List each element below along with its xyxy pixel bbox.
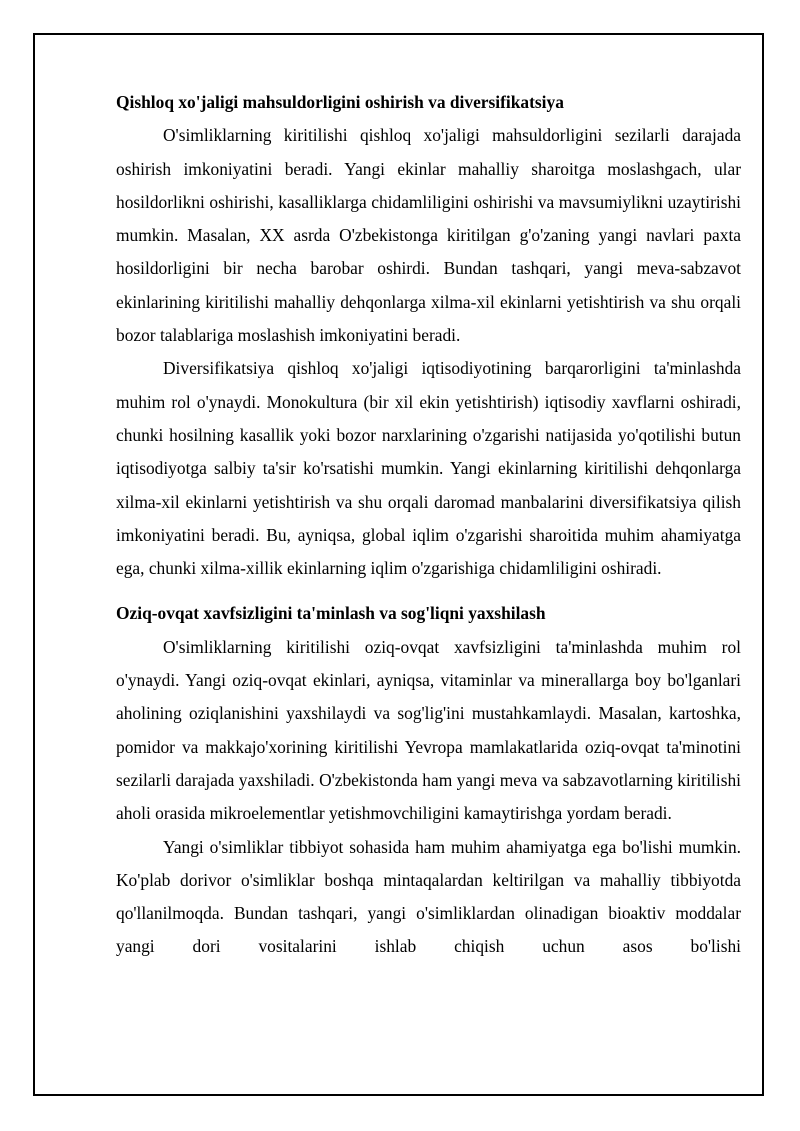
paragraph-medicine: Yangi o'simliklar tibbiyot sohasida ham muhim ahamiyatga ega bo'lishi mumkin. Ko'plab dorivor o'simliklar boshqa mintaqalardan keltirilgan va mahalliy tibbiyotda qo'llanilmoqda. Bundan tashqari, yangi o'simliklardan olinadigan bioaktiv moddalar yangi dori vositalarini ishlab chiqish uchun asos bo'lishi xyxy=(116,836,741,957)
document-body xyxy=(116,86,741,964)
paragraph-productivity: O'simliklarning kiritilishi qishloq xo'jaligi mahsuldorligini sezilarli darajada oshirish imkoniyatini beradi. Yangi ekinlar mahalliy sharoitga moslashgach, ular hosildorlikni oshirishi, kasalliklarga chidamliligini oshirishi va mavsumiylikni uzaytirishi mumkin. Masalan, XX asrda O'zbekistonga kiritilgan g'o'zaning yangi navlari paxta hosildorligini bir necha barobar oshirdi. Bundan tashqari, yangi meva-sabzavot ekinlarining kiritilishi mahalliy dehqonlarga xilma-xil ekinlarni yetishtirish va shu orqali bozor talablariga moslashish imkoniyatini beradi. xyxy=(116,125,741,346)
section-heading-food-security: Oziq-ovqat xavfsizligini ta'minlash va sog'liqni yaxshilash xyxy=(116,603,546,624)
section-heading-agriculture: Qishloq xo'jaligi mahsuldorligini oshirish va diversifikatsiya xyxy=(116,92,564,112)
paragraph-food-security: O'simliklarning kiritilishi oziq-ovqat xavfsizligini ta'minlashda muhim rol o'ynaydi. Yangi oziq-ovqat ekinlari, ayniqsa, vitaminlar va minerallarga boy bo'lganlari aholining oziqlanishini yaxshilaydi va sog'lig'ini mustahkamlaydi. Masalan, kartoshka, pomidor va makkajo'xorining kiritilishi Yevropa mamlakatlarida oziq-ovqat ta'minotini sezilarli darajada yaxshiladi. O'zbekistonda ham yangi meva va sabzavotlarning kiritilishi aholi orasida mikroelementlar yetishmovchiligini kamaytirishga yordam beradi. xyxy=(116,636,741,824)
paragraph-diversification: Diversifikatsiya qishloq xo'jaligi iqtisodiyotining barqarorligini ta'minlashda muhim rol o'ynaydi. Monokultura (bir xil ekin yetishtirish) iqtisodiy xavflarni oshiradi, chunki hosilning kasallik yoki bozor narxlarining o'zgarishi natijasida yo'qotilishi butun iqtisodiyotga salbiy ta'sir ko'rsatishi mumkin. Yangi ekinlarning kiritilishi dehqonlarga xilma-xil ekinlarni yetishtirish va shu orqali daromad manbalarini diversifikatsiya qilish imkoniyatini beradi. Bu, ayniqsa, global iqlim o'zgarishi sharoitida muhim ahamiyatga ega, chunki xilma-xillik ekinlarning iqlim o'zgarishiga chidamliligini oshiradi. xyxy=(116,358,741,579)
